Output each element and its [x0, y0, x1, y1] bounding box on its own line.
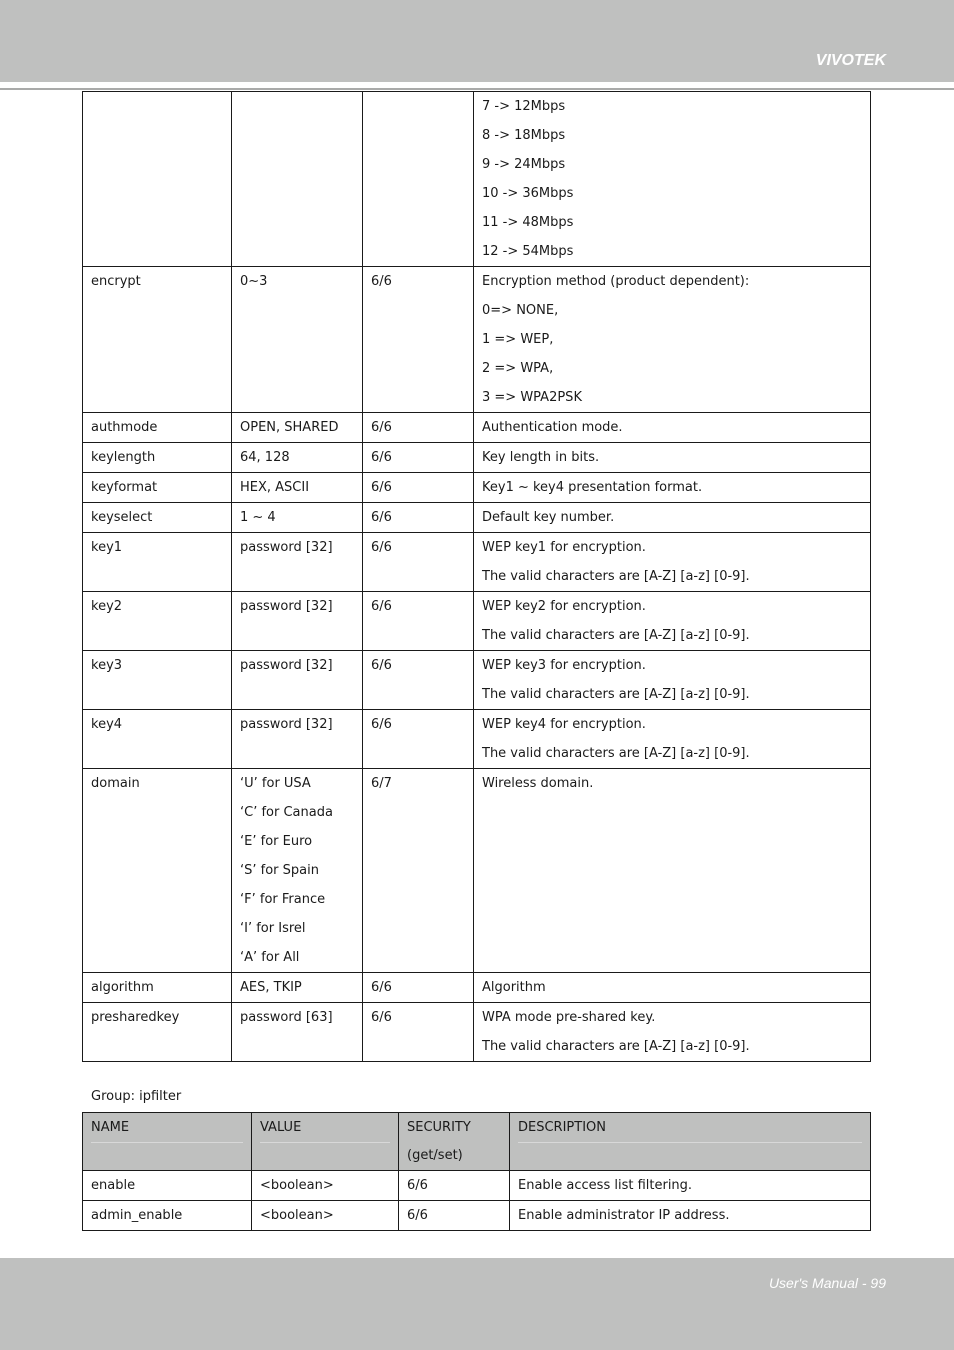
table-row [83, 1171, 871, 1201]
cell-name: key2 [83, 592, 232, 651]
table-row [83, 473, 871, 503]
cell-line: Authentication mode. [482, 420, 623, 435]
cell-value [232, 973, 363, 1003]
ipfilter-table [82, 1112, 871, 1231]
cell-security: 6/6 [363, 443, 474, 473]
table-row [83, 592, 871, 651]
cell-security: 6/7 [363, 769, 474, 973]
cell-security: 6/6 [363, 503, 474, 533]
table-row [83, 267, 871, 413]
cell-line: 3 => WPA2PSK [482, 390, 582, 405]
cell-line: 12 -> 54Mbps [482, 244, 574, 259]
table-row [83, 769, 871, 973]
table-row [83, 710, 871, 769]
cell-value [232, 1003, 363, 1062]
table-row [83, 973, 871, 1003]
cell-line: password [32] [240, 717, 333, 732]
cell-line: WEP key1 for encryption. [482, 540, 646, 555]
cell-security: 6/6 [363, 651, 474, 710]
cell-description [474, 973, 871, 1003]
cell-line: 8 -> 18Mbps [482, 128, 566, 143]
cell-name: authmode [83, 413, 232, 443]
cell-line: Encryption method (product dependent): [482, 274, 750, 289]
table-header-row [83, 1113, 871, 1171]
cell-line: password [32] [240, 658, 333, 673]
cell-value [232, 413, 363, 443]
cell-name: keylength [83, 443, 232, 473]
table-row [83, 1003, 871, 1062]
table-row [83, 503, 871, 533]
cell-line: ‘E’ for Euro [240, 834, 313, 849]
cell-value: <boolean> [252, 1201, 399, 1231]
table-row [83, 533, 871, 592]
header-divider [0, 88, 954, 90]
cell-name: admin_enable [83, 1201, 252, 1231]
wireless-parameter-table [82, 91, 871, 1062]
table-row [83, 92, 871, 267]
wireless-parameter-table-body [83, 92, 871, 1062]
cell-security: 6/6 [363, 267, 474, 413]
table-row [83, 651, 871, 710]
cell-line: Wireless domain. [482, 776, 594, 791]
cell-description [474, 710, 871, 769]
cell-name: keyselect [83, 503, 232, 533]
cell-security: 6/6 [399, 1171, 510, 1201]
cell-line: password [32] [240, 599, 333, 614]
cell-value [232, 592, 363, 651]
cell-name: keyformat [83, 473, 232, 503]
cell-line: WEP key2 for encryption. [482, 599, 646, 614]
cell-description [474, 533, 871, 592]
cell-value [232, 92, 363, 267]
cell-value [232, 443, 363, 473]
cell-value [232, 651, 363, 710]
cell-description [474, 267, 871, 413]
cell-name: domain [83, 769, 232, 973]
cell-name: algorithm [83, 973, 232, 1003]
cell-line: password [32] [240, 540, 333, 555]
cell-line: password [63] [240, 1010, 333, 1025]
cell-line: Default key number. [482, 510, 615, 525]
header-description: DESCRIPTION [510, 1113, 871, 1171]
header-security: SECURITY (get/set) [399, 1113, 510, 1171]
cell-line: ‘S’ for Spain [240, 863, 319, 878]
cell-line: The valid characters are [A-Z] [a-z] [0-9]. [482, 1039, 750, 1054]
cell-security: 6/6 [363, 1003, 474, 1062]
cell-description [474, 651, 871, 710]
table-row [83, 443, 871, 473]
cell-description [474, 443, 871, 473]
cell-line: AES, TKIP [240, 980, 302, 995]
cell-line: 11 -> 48Mbps [482, 215, 574, 230]
cell-value [232, 473, 363, 503]
cell-line: Algorithm [482, 980, 546, 995]
cell-description [474, 592, 871, 651]
cell-name [83, 92, 232, 267]
cell-value: <boolean> [252, 1171, 399, 1201]
header-name: NAME [83, 1113, 252, 1171]
cell-description [474, 92, 871, 267]
cell-security: 6/6 [399, 1201, 510, 1231]
cell-line: Key length in bits. [482, 450, 600, 465]
cell-security: 6/6 [363, 413, 474, 443]
cell-name: presharedkey [83, 1003, 232, 1062]
cell-line: The valid characters are [A-Z] [a-z] [0-9]. [482, 569, 750, 584]
cell-line: ‘A’ for All [240, 950, 300, 965]
cell-line: 2 => WPA, [482, 361, 554, 376]
page-number: User's Manual - 99 [768, 1275, 886, 1291]
cell-description [474, 503, 871, 533]
cell-line: The valid characters are [A-Z] [a-z] [0-9]. [482, 746, 750, 761]
cell-value [232, 503, 363, 533]
cell-security: 6/6 [363, 592, 474, 651]
cell-security: 6/6 [363, 710, 474, 769]
cell-line: 64, 128 [240, 450, 290, 465]
cell-line: The valid characters are [A-Z] [a-z] [0-9]. [482, 628, 750, 643]
cell-description [474, 473, 871, 503]
cell-description [474, 413, 871, 443]
cell-value [232, 710, 363, 769]
cell-description [474, 1003, 871, 1062]
group-label-ipfilter: Group: ipfilter [91, 1089, 182, 1104]
header-value: VALUE [252, 1113, 399, 1171]
page-footer [0, 1258, 954, 1350]
cell-line: 1 ~ 4 [240, 510, 276, 525]
page-header [0, 0, 954, 82]
cell-security [363, 92, 474, 267]
cell-line: 0~3 [240, 274, 268, 289]
cell-name: key1 [83, 533, 232, 592]
cell-line: 10 -> 36Mbps [482, 186, 574, 201]
cell-description: Enable access list filtering. [510, 1171, 871, 1201]
cell-security: 6/6 [363, 473, 474, 503]
cell-line: 7 -> 12Mbps [482, 99, 566, 114]
cell-line: WEP key4 for encryption. [482, 717, 646, 732]
cell-line: OPEN, SHARED [240, 420, 339, 435]
cell-line: ‘I’ for Isrel [240, 921, 306, 936]
brand-logo-text: VIVOTEK [815, 52, 886, 69]
cell-line: Key1 ~ key4 presentation format. [482, 480, 703, 495]
cell-line: 1 => WEP, [482, 332, 554, 347]
cell-security: 6/6 [363, 533, 474, 592]
cell-value [232, 769, 363, 973]
cell-line: WEP key3 for encryption. [482, 658, 646, 673]
cell-security: 6/6 [363, 973, 474, 1003]
cell-name: enable [83, 1171, 252, 1201]
cell-name: encrypt [83, 267, 232, 413]
table-row [83, 1201, 871, 1231]
cell-value [232, 533, 363, 592]
cell-line: WPA mode pre-shared key. [482, 1010, 656, 1025]
cell-name: key4 [83, 710, 232, 769]
cell-line: ‘F’ for France [240, 892, 326, 907]
ipfilter-table-body [83, 1171, 871, 1231]
cell-line: HEX, ASCII [240, 480, 310, 495]
table-row [83, 413, 871, 443]
cell-line: 9 -> 24Mbps [482, 157, 566, 172]
cell-line: ‘U’ for USA [240, 776, 311, 791]
cell-description: Enable administrator IP address. [510, 1201, 871, 1231]
cell-description [474, 769, 871, 973]
cell-name: key3 [83, 651, 232, 710]
cell-line: 0=> NONE, [482, 303, 559, 318]
cell-line: ‘C’ for Canada [240, 805, 333, 820]
cell-value [232, 267, 363, 413]
cell-line: The valid characters are [A-Z] [a-z] [0-9]. [482, 687, 750, 702]
